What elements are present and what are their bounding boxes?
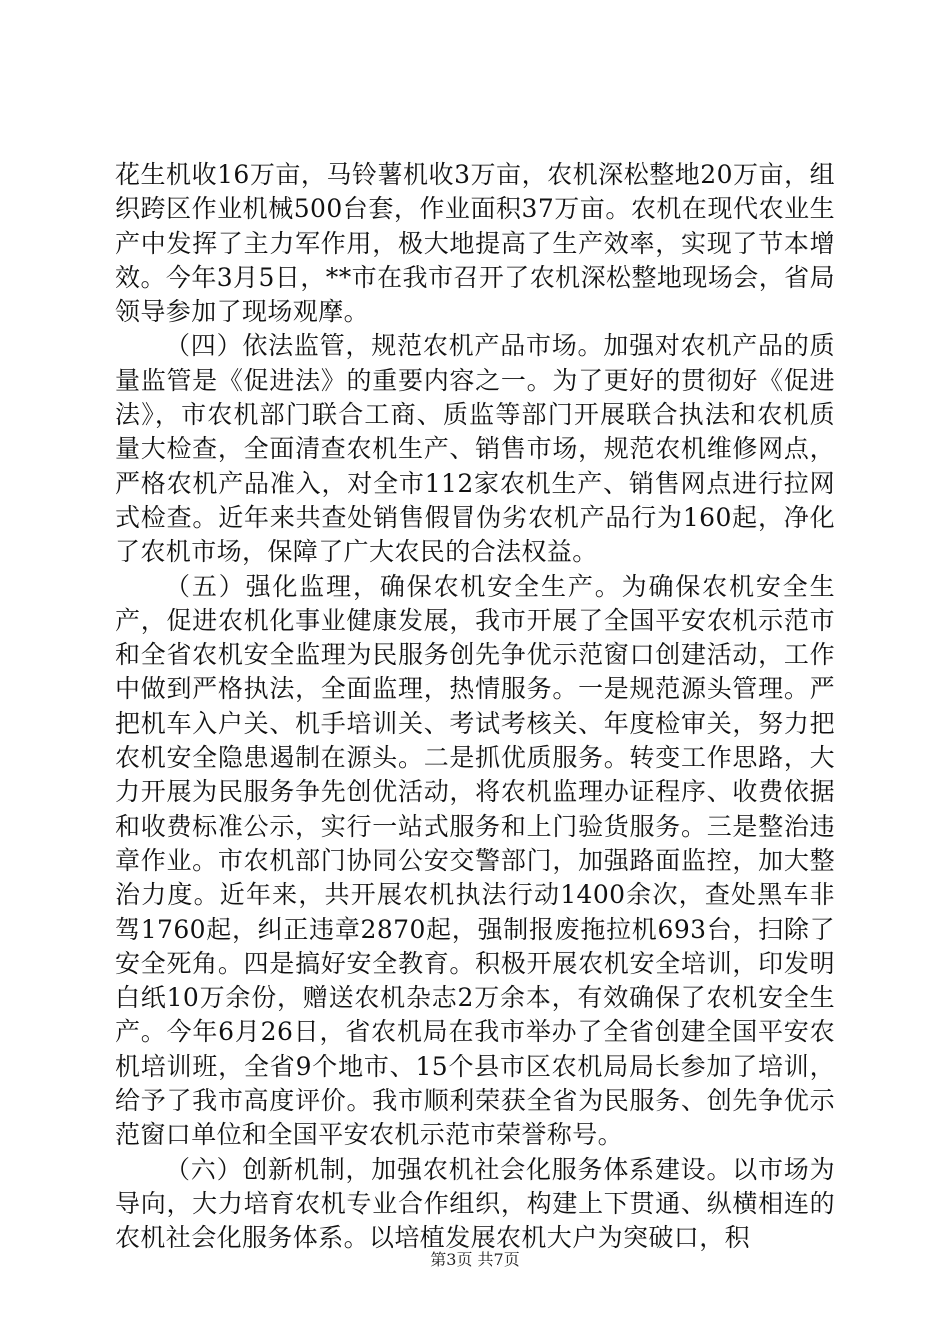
paragraph-continued: 花生机收16万亩，马铃薯机收3万亩，农机深松整地20万亩，组织跨区作业机械500台套，作业面积37万亩。农机在现代农业生产中发挥了主力军作用，极大地提高了生产效率，实现了节本增效。今年3月5日，**市在我市召开了农机深松整地现场会，省局领导参加了现场观摩。	[115, 160, 835, 327]
page-footer: 第3页 共7页	[430, 1250, 520, 1269]
paragraph-section-6: （六）创新机制，加强农机社会化服务体系建设。以市场为导向，大力培育农机专业合作组织，构建上下贯通、纵横相连的农机社会化服务体系。以培植发展农机大户为突破口，积	[115, 1154, 835, 1253]
document-body	[115, 158, 835, 1256]
paragraph-section-4: （四）依法监管，规范农机产品市场。加强对农机产品的质量监管是《促进法》的重要内容之一。为了更好的贯彻好《促进法》，市农机部门联合工商、质监等部门开展联合执法和农机质量大检查，全面清查农机生产、销售市场，规范农机维修网点，严格农机产品准入，对全市112家农机生产、销售网点进行拉网式检查。近年来共查处销售假冒伪劣农机产品行为160起，净化了农机市场，保障了广大农民的合法权益。	[115, 331, 835, 567]
paragraph-section-5: （五）强化监理，确保农机安全生产。为确保农机安全生产，促进农机化事业健康发展，我市开展了全国平安农机示范市和全省农机安全监理为民服务创先争优示范窗口创建活动，工作中做到严格执法，全面监理，热情服务。一是规范源头管理。严把机车入户关、机手培训关、考试考核关、年度检审关，努力把农机安全隐患遏制在源头。二是抓优质服务。转变工作思路，大力开展为民服务争先创优活动，将农机监理办证程序、收费依据和收费标准公示，实行一站式服务和上门验货服务。三是整治违章作业。市农机部门协同公安交警部门，加强路面监控，加大整治力度。近年来，共开展农机执法行动1400余次，查处黑车非驾1760起，纠正违章2870起，强制报废拖拉机693台，扫除了安全死角。四是搞好安全教育。积极开展农机安全培训，印发明白纸10万余份，赠送农机杂志2万余本，有效确保了农机安全生产。今年6月26日，省农机局在我市举办了全省创建全国平安农机培训班，全省9个地市、15个县市区农机局局长参加了培训，给予了我市高度评价。我市顺利荣获全省为民服务、创先争优示范窗口单位和全国平安农机示范市荣誉称号。	[115, 571, 835, 1150]
